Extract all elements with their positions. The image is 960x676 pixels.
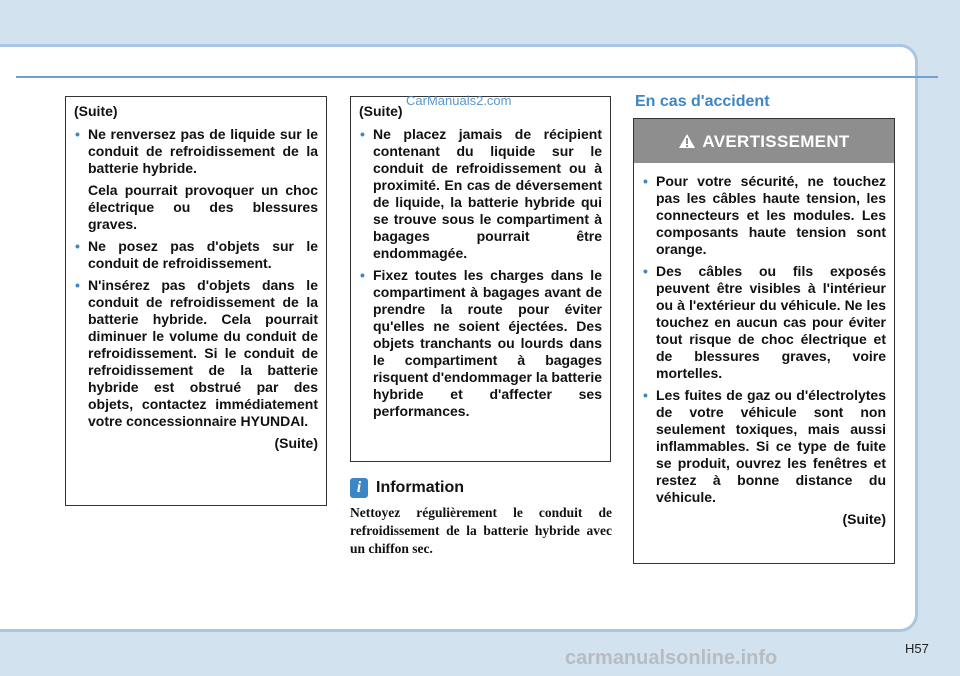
list-item: • Pour votre sécurité, ne touchez pas les câbles haute tension, les connecteurs et les modules. Les composants haute tension sont orange. (643, 173, 886, 257)
warning-triangle-icon (678, 133, 696, 149)
bullet-list (74, 238, 318, 430)
information-header (350, 478, 612, 498)
bullet-icon: • (75, 126, 80, 142)
bullet-list (642, 173, 886, 506)
bullet-icon: • (75, 238, 80, 254)
bullet-icon: • (360, 267, 365, 283)
warning-header (634, 119, 894, 163)
bullet-list (359, 126, 602, 420)
warning-box (633, 118, 895, 564)
section-title: En cas d'accident (635, 93, 770, 110)
information-note (350, 478, 612, 558)
warning-title: AVERTISSEMENT (702, 131, 850, 151)
header-rule (16, 76, 938, 78)
warning-body (634, 163, 894, 528)
paragraph: Cela pourrait provoquer un choc électrique ou des blessures graves. (88, 182, 318, 232)
watermark-top: CarManuals2.com (406, 93, 512, 108)
caution-box-continued (65, 96, 327, 506)
information-title: Information (376, 479, 464, 496)
suite-label-bottom: (Suite) (842, 511, 886, 527)
list-item: • N'insérez pas d'objets dans le conduit de refroidissement de la batterie hybride. Cela pourrait diminuer le volume du conduit de refroidissement. Si le conduit de refroidissement de la batterie hybride est obstrué par des objets, contactez immédiatement votre concessionnaire HYUNDAI. (75, 277, 318, 429)
suite-label-top: (Suite) (359, 103, 403, 119)
list-item: • Les fuites de gaz ou d'électrolytes de votre véhicule sont non seulement toxiques, mais aussi inflammables. Si ce type de fuite se produit, ouvrez les fenêtres et restez à bonne distance du véhicule. (643, 387, 886, 505)
page-number: H57 (905, 641, 929, 656)
list-item: • Ne posez pas d'objets sur le conduit de refroidissement. (75, 238, 318, 271)
caution-box-continued-2 (350, 96, 611, 462)
list-item: • Ne placez jamais de récipient contenant du liquide sur le conduit de refroidissement ou à proximité. En cas de déversement de liquide, la batterie hybride qui se trouve sous le compartiment à bagages pourrait être endommagée. (360, 126, 602, 261)
information-text: Nettoyez régulièrement le conduit de refroidissement de la batterie hybride avec un chiffon sec. (350, 505, 612, 556)
bullet-icon: • (75, 277, 80, 293)
list-item: • Fixez toutes les charges dans le compartiment à bagages avant de prendre la route pour éviter qu'elles ne soient éjectées. Des objets tranchants ou lourds dans le compartiment à bagages risquent d'endommager la batterie hybride et d'affecter ses performances. (360, 267, 602, 419)
bullet-icon: • (643, 173, 648, 189)
bullet-icon: • (360, 126, 365, 142)
suite-label-top: (Suite) (74, 103, 118, 119)
list-item: • Ne renversez pas de liquide sur le conduit de refroidissement de la batterie hybride. (75, 126, 318, 176)
bullet-icon: • (643, 263, 648, 279)
info-icon: i (350, 478, 368, 498)
bullet-list (74, 126, 318, 177)
suite-label-bottom: (Suite) (274, 435, 318, 451)
bullet-icon: • (643, 387, 648, 403)
watermark-bottom: carmanualsonline.info (565, 647, 778, 669)
list-item: • Des câbles ou fils exposés peuvent être visibles à l'intérieur ou à l'extérieur du véhicule. Ne les touchez en aucun cas pour éviter tout risque de choc électrique et de blessures graves, voire mortelles. (643, 263, 886, 381)
